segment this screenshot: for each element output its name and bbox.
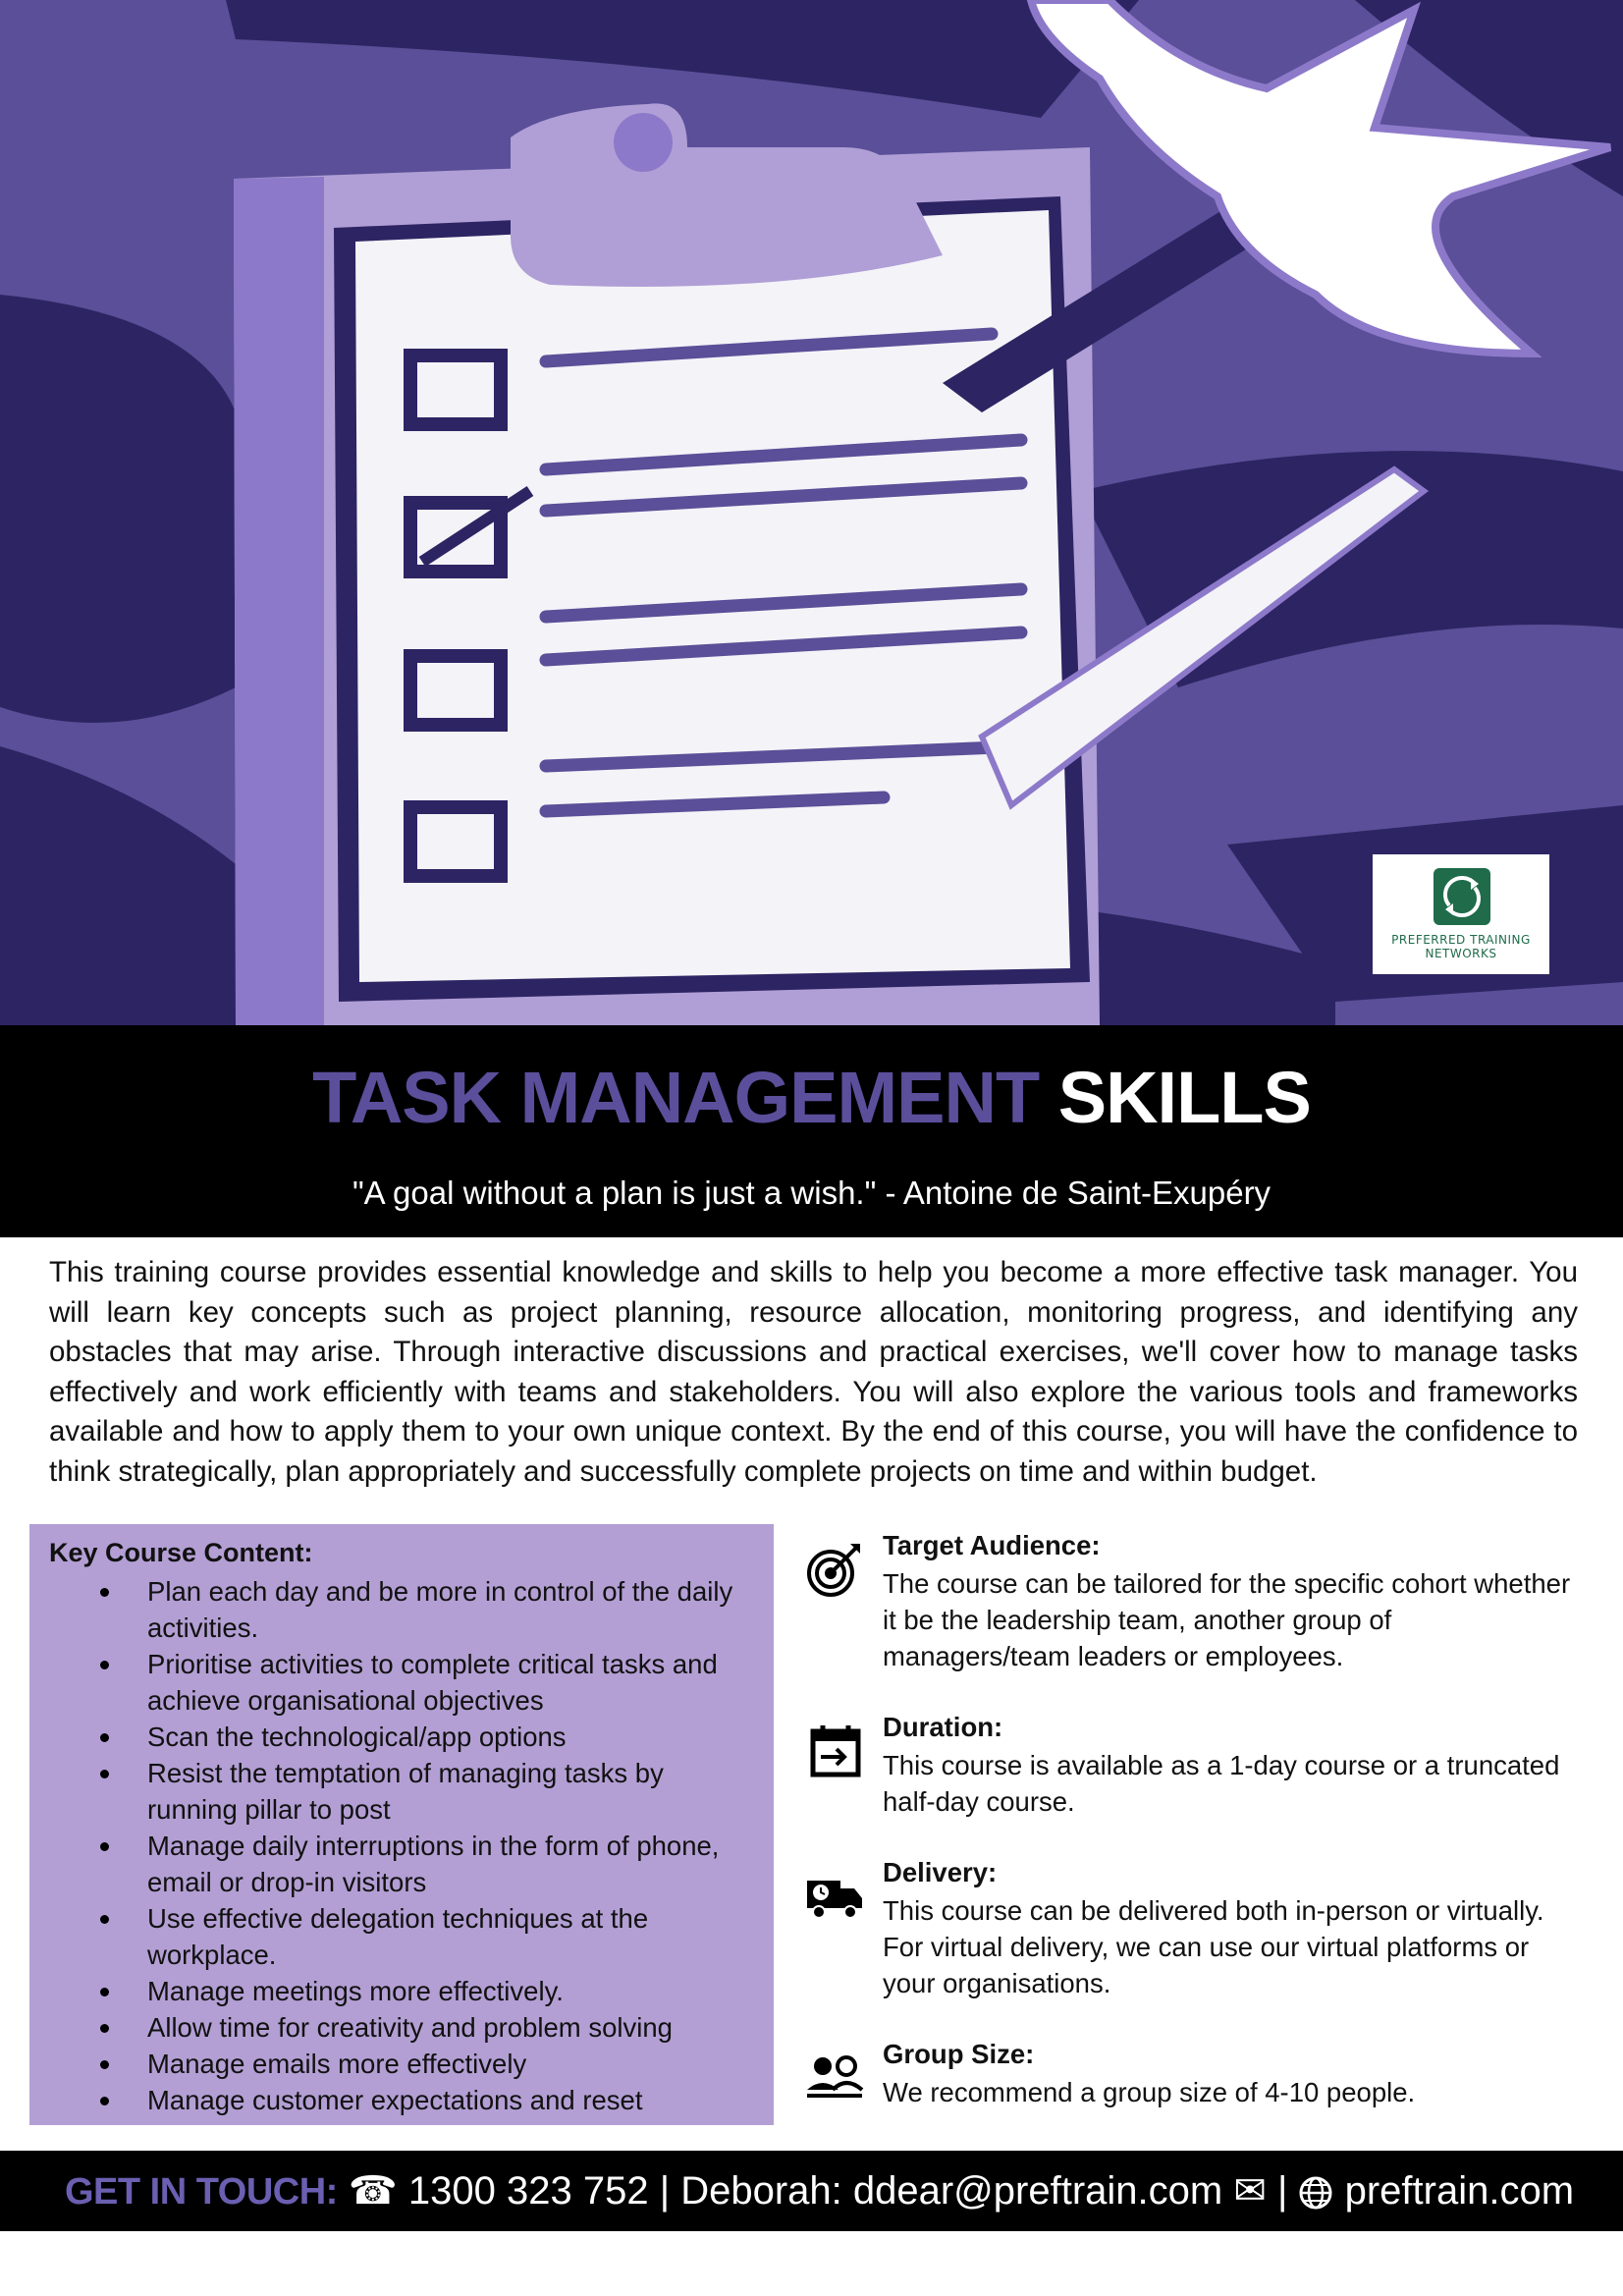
hero-illustration	[0, 0, 1623, 1025]
list-item: Use effective delegation techniques at the workplace.	[49, 1900, 756, 1973]
list-item: Resist the temptation of managing tasks by running pillar to post	[49, 1755, 756, 1828]
delivery-truck-icon	[805, 1867, 864, 1926]
target-icon	[805, 1540, 864, 1599]
separator: |	[659, 2169, 671, 2213]
calendar-icon	[805, 1722, 864, 1780]
group-size-text: We recommend a group size of 4-10 people.	[883, 2077, 1416, 2107]
logo-text-line1: PREFERRED TRAINING	[1391, 933, 1531, 947]
circular-arrows-icon	[1432, 866, 1492, 927]
target-audience-title: Target Audience:	[883, 1530, 1101, 1560]
duration-title: Duration:	[883, 1712, 1003, 1742]
list-item: Allow time for creativity and problem solving	[49, 2009, 756, 2046]
list-item: Plan each day and be more in control of the daily activities.	[49, 1573, 756, 1646]
get-in-touch-label: GET IN TOUCH:	[65, 2171, 338, 2213]
website-link[interactable]: preftrain.com	[1344, 2169, 1575, 2213]
separator: |	[1276, 2169, 1288, 2213]
list-item: Manage customer expectations and reset	[49, 2082, 756, 2118]
key-content-heading: Key Course Content:	[49, 1538, 313, 1567]
list-item: Manage daily interruptions in the form of phone, email or drop-in visitors	[49, 1828, 756, 1900]
logo-text-line2: NETWORKS	[1425, 947, 1497, 960]
globe-icon	[1298, 2175, 1333, 2211]
list-item: Prioritise activities to complete critical tasks and achieve organisational objectives	[49, 1646, 756, 1719]
page-title	[0, 1056, 1623, 1139]
intro-paragraph: This training course provides essential knowledge and skills to help you become a more effective task manager. You will learn key concepts such as project planning, resource allocation, monitoring progress, and identifying any obstacles that may arise. Through interactive discussions and practical exercises, we'll cover how to manage tasks effectively and work efficiently with teams and stakeholders. You will also explore the various tools and frameworks available and how to apply them to your own unique context. By the end of this course, you will have the confidence to think strategically, plan appropriately and successfully complete projects on time and within budget.	[49, 1256, 1578, 1488]
group-size-title: Group Size:	[883, 2039, 1035, 2069]
list-item: Manage meetings more effectively.	[49, 1973, 756, 2009]
duration-text: This course is available as a 1-day course or a truncated half-day course.	[883, 1750, 1560, 1817]
list-item: Scan the technological/app options	[49, 1719, 756, 1755]
quote: "A goal without a plan is just a wish." - Antoine de Saint-Exupéry	[352, 1175, 1271, 1211]
key-content-list	[49, 1573, 756, 2118]
group-icon	[805, 2049, 864, 2107]
delivery-title: Delivery:	[883, 1857, 998, 1887]
mail-icon: ✉	[1233, 2169, 1267, 2213]
list-item: Manage emails more effectively	[49, 2046, 756, 2082]
key-content-box	[29, 1524, 774, 2125]
title-part-1: TASK MANAGEMENT	[312, 1057, 1040, 1138]
email-contact[interactable]: Deborah: ddear@preftrain.com	[680, 2169, 1223, 2213]
phone-number[interactable]: 1300 323 752	[407, 2169, 649, 2213]
title-part-2: SKILLS	[1057, 1057, 1311, 1138]
logo-text	[1373, 933, 1549, 960]
contact-footer	[0, 2151, 1623, 2231]
target-audience-text: The course can be tailored for the specific cohort whether it be the leadership team, another group of managers/team leaders or employees.	[883, 1568, 1571, 1671]
delivery-text: This course can be delivered both in-person or virtually. For virtual delivery, we can use our virtual platforms or your organisations.	[883, 1895, 1544, 1998]
company-logo	[1373, 854, 1549, 974]
phone-icon: ☎	[348, 2169, 398, 2213]
